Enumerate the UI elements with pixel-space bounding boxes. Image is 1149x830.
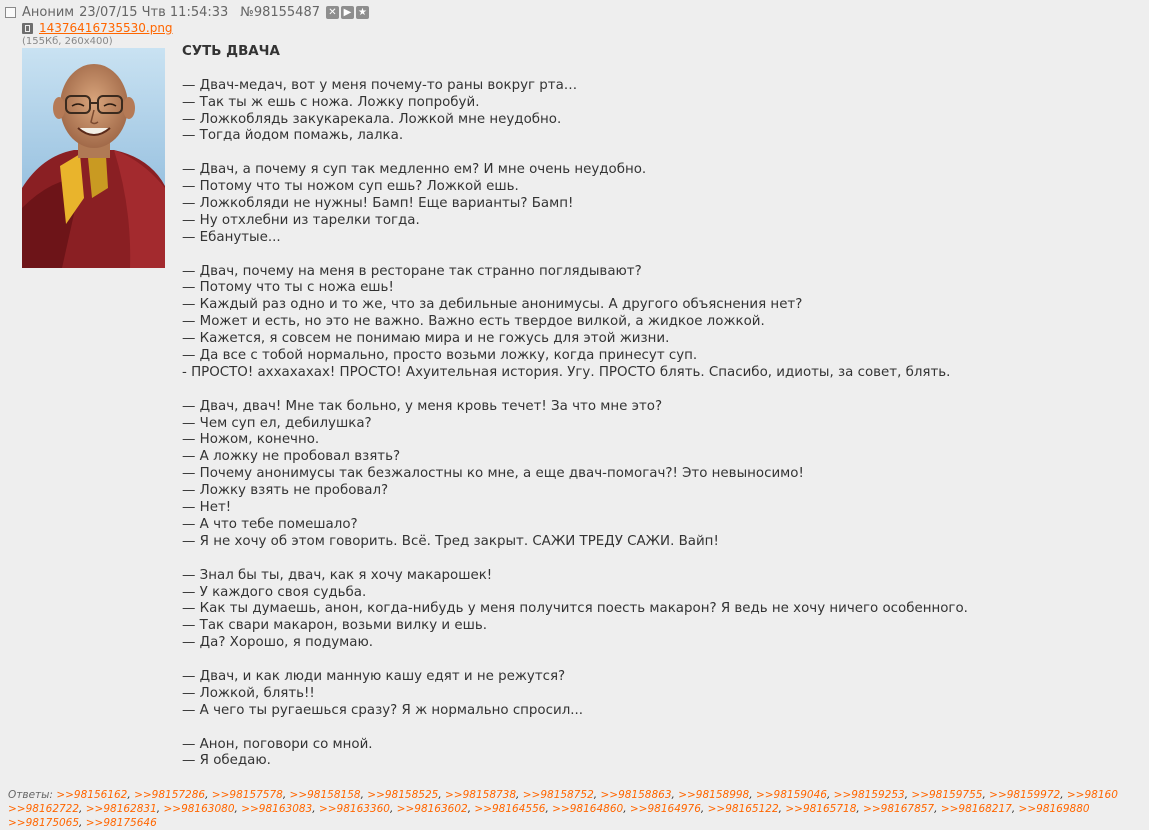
reply-link[interactable]: >>98167857	[863, 803, 935, 815]
paragraph-gap	[182, 720, 1132, 737]
message-line: — Может и есть, но это не важно. Важно есть твердое вилкой, а жидкое ложкой.	[182, 314, 765, 330]
message-line: — Ну отхлебни из тарелки тогда.	[182, 212, 420, 228]
paragraph-gap	[182, 551, 1132, 568]
reply-link[interactable]: >>98169880	[1018, 803, 1090, 815]
reply-link[interactable]: >>98159253	[833, 789, 905, 801]
reply-link[interactable]: >>98157286	[134, 789, 206, 801]
message-line: — Потому что ты ножом суп ешь? Ложкой ешь.	[182, 179, 519, 195]
star-icon[interactable]: ★	[356, 6, 369, 19]
replies-label: Ответы:	[8, 789, 53, 801]
reply-link[interactable]: >>98158752	[522, 789, 594, 801]
reply-link[interactable]: >>98158738	[445, 789, 517, 801]
message-lines	[182, 78, 1132, 771]
reply-link[interactable]: >>98163360	[318, 803, 390, 815]
message-line: — Двач, почему на меня в ресторане так странно поглядывают?	[182, 263, 642, 279]
reply-link[interactable]: >>98162722	[8, 803, 80, 815]
reply-link[interactable]: >>98164976	[629, 803, 701, 815]
replies-row: >>98175065, >>98175646	[8, 817, 157, 829]
reply-link[interactable]: >>98163602	[396, 803, 468, 815]
reply-link[interactable]: >>98159046	[755, 789, 827, 801]
reply-link[interactable]: >>98165122	[707, 803, 779, 815]
message-line: — Знал бы ты, двач, как я хочу макарошек!	[182, 567, 493, 583]
reply-link[interactable]: >>98158998	[678, 789, 750, 801]
message-line: — Ложкой, блять!!	[182, 685, 315, 701]
message-line: — Двач-медач, вот у меня почему-то раны вокруг рта…	[182, 77, 578, 93]
post-header	[5, 3, 371, 21]
reply-link[interactable]: >>98159972	[989, 789, 1061, 801]
reply-link[interactable]: >>98165718	[785, 803, 857, 815]
message-line: — Чем суп ел, дебилушка?	[182, 415, 372, 431]
file-info	[22, 21, 173, 48]
message-line: — Ебанутые...	[182, 229, 281, 245]
message-line: — Я обедаю.	[182, 753, 271, 769]
post-author: Аноним	[22, 4, 75, 20]
message-line: — Да? Хорошо, я подумаю.	[182, 635, 373, 651]
message-line: — А что тебе помешало?	[182, 516, 358, 532]
replies-row: >>98162722, >>98162831, >>98163080, >>98163083, >>98163360, >>98163602, >>98164556, >>98164860, >>98164976, >>98165122, >>98165718, >>98167857, >>98168217, >>98169880	[8, 803, 1090, 815]
expand-icon[interactable]: ▶	[341, 6, 354, 19]
file-meta: (155Кб, 260x400)	[22, 36, 113, 47]
message-line: — Да все с тобой нормально, просто возьми ложку, когда принесут суп.	[182, 348, 698, 364]
hide-icon[interactable]: ✕	[326, 6, 339, 19]
post-number[interactable]: №98155487	[240, 4, 320, 20]
post-image-thumbnail[interactable]	[22, 48, 165, 268]
message-line: — Кажется, я совсем не понимаю мира и не гожусь для этой жизни.	[182, 331, 670, 347]
message-line: — Ложку взять не пробовал?	[182, 483, 389, 499]
reply-link[interactable]: >>98158863	[600, 789, 672, 801]
message-line: — Как ты думаешь, анон, когда-нибудь у меня получится поесть макарон? Я ведь не хочу ничего особенного.	[182, 601, 968, 617]
message-line: — Ложкоблядь закукарекала. Ложкой мне неудобно.	[182, 111, 562, 127]
message-line: — Так ты ж ешь с ножа. Ложку попробуй.	[182, 94, 480, 110]
post-title: СУТЬ ДВАЧА	[182, 44, 280, 59]
reply-link[interactable]: >>98157578	[211, 789, 283, 801]
post-date: 23/07/15 Чтв 11:54:33	[79, 4, 229, 20]
reply-link[interactable]: >>98162831	[85, 803, 157, 815]
message-line: - ПРОСТО! аххахахах! ПРОСТО! Ахуительная история. Угу. ПРОСТО блять. Спасибо, идиоты, за совет, блять.	[182, 364, 951, 380]
message-line: — Двач, и как люди манную кашу едят и не режутся?	[182, 668, 566, 684]
message-line: — Каждый раз одно и то же, что за дебильные анонимусы. А другого объяснения нет?	[182, 297, 803, 313]
replies-row: Ответы: >>98156162, >>98157286, >>98157578, >>98158158, >>98158525, >>98158738, >>98158752, >>98158863, >>98158998, >>98159046, >>98159253, >>98159755, >>98159972, >>98160	[8, 789, 1118, 801]
message-line: — У каждого своя судьба.	[182, 584, 367, 600]
message-line: — Так свари макарон, возьми вилку и ешь.	[182, 618, 488, 634]
message-line: — А чего ты ругаешься сразу? Я ж нормально спросил...	[182, 702, 584, 718]
reply-link[interactable]: >>98164556	[474, 803, 546, 815]
message-line: — Анон, поговори со мной.	[182, 736, 373, 752]
paragraph-gap	[182, 652, 1132, 669]
reply-link[interactable]: >>98158525	[367, 789, 439, 801]
message-line: — Я не хочу об этом говорить. Всё. Тред закрыт. САЖИ ТРЕДУ САЖИ. Вайп!	[182, 533, 719, 549]
select-checkbox[interactable]	[5, 7, 16, 18]
paragraph-gap	[182, 247, 1132, 264]
reply-link[interactable]: >>98160	[1066, 789, 1118, 801]
paragraph-gap	[182, 145, 1132, 162]
reply-link[interactable]: >>98163083	[241, 803, 313, 815]
message-line: — Ложкобляди не нужны! Бамп! Еще варианты? Бамп!	[182, 196, 574, 212]
reply-link[interactable]: >>98175065	[8, 817, 80, 829]
file-icon	[22, 23, 33, 34]
monk-portrait-image	[22, 48, 165, 268]
spacer	[182, 61, 1132, 78]
file-link[interactable]: 14376416735530.png	[39, 21, 173, 35]
message-line: — Тогда йодом помажь, лалка.	[182, 128, 404, 144]
message-line: — Двач, а почему я суп так медленно ем? И мне очень неудобно.	[182, 162, 647, 178]
message-line: — Почему анонимусы так безжалостны ко мне, а еще двач-помогач?! Это невыносимо!	[182, 466, 804, 482]
reply-link[interactable]: >>98156162	[56, 789, 128, 801]
reply-link[interactable]: >>98168217	[940, 803, 1012, 815]
message-line: — Нет!	[182, 500, 232, 516]
paragraph-gap	[182, 382, 1132, 399]
message-line: — А ложку не пробовал взять?	[182, 449, 401, 465]
message-line: — Ножом, конечно.	[182, 432, 320, 448]
reply-link[interactable]: >>98175646	[85, 817, 157, 829]
message-line: — Двач, двач! Мне так больно, у меня кровь течет! За что мне это?	[182, 398, 663, 414]
post-message	[182, 44, 1132, 770]
reply-link[interactable]: >>98163080	[163, 803, 235, 815]
reply-link[interactable]: >>98164860	[552, 803, 624, 815]
message-line: — Потому что ты с ножа ешь!	[182, 280, 394, 296]
reply-link[interactable]: >>98158158	[289, 789, 361, 801]
replies-section	[8, 788, 1149, 830]
reply-link[interactable]: >>98159755	[911, 789, 983, 801]
